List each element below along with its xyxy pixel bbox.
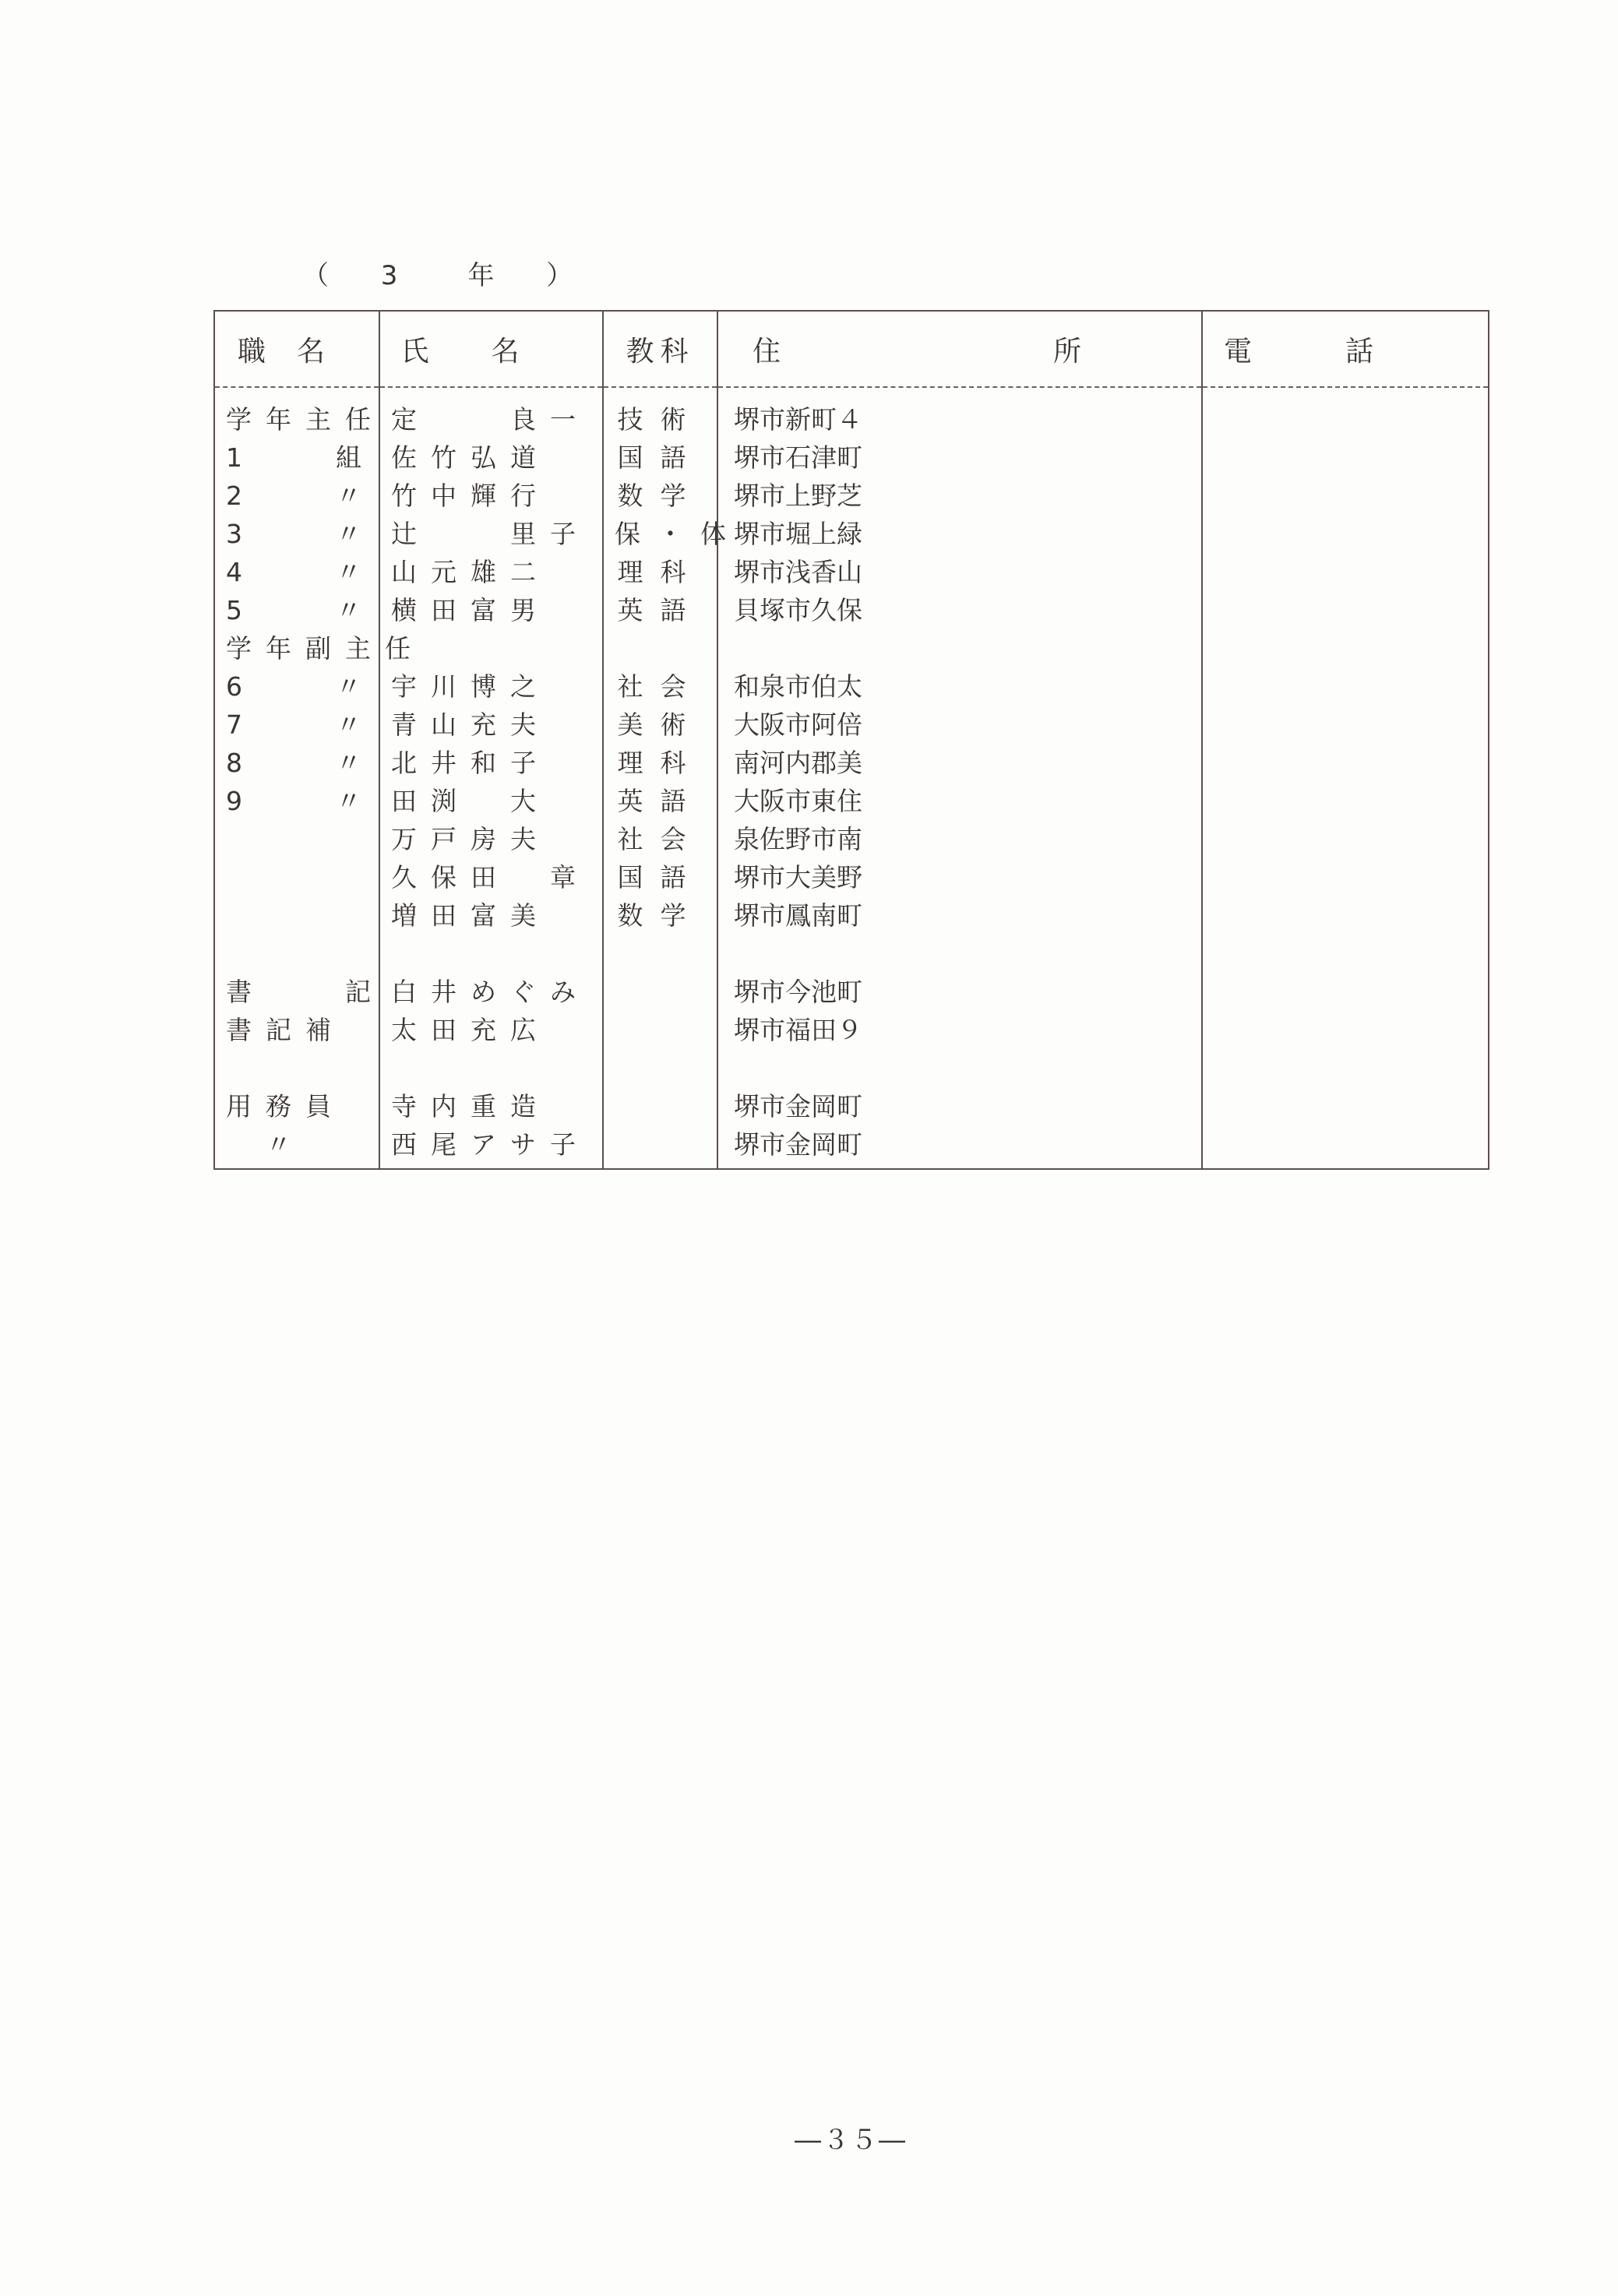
address-cell <box>717 820 1202 858</box>
role-cell <box>214 973 385 1011</box>
role-cell <box>214 477 379 515</box>
phone-cell <box>1202 706 1489 744</box>
page-number: ―３５― <box>795 2125 907 2156</box>
table-row <box>214 629 1489 667</box>
subject-cell <box>603 820 717 858</box>
subject-cell <box>603 706 717 744</box>
role-text: 学年副主任 <box>226 633 425 664</box>
role-text: 2 〃 <box>226 481 375 511</box>
phone-cell <box>1202 896 1489 935</box>
table-spacer-row <box>214 1049 1489 1087</box>
role-cell <box>214 591 379 629</box>
table-row <box>214 400 1489 438</box>
table-row <box>214 515 1489 553</box>
phone-cell <box>1202 935 1489 973</box>
name-text: 北井和子 <box>391 748 550 778</box>
name-text: 定 良一 <box>391 404 590 435</box>
role-cell <box>214 1049 379 1087</box>
address-text: 堺市大美野 <box>734 862 862 893</box>
name-text: 増田富美 <box>391 900 550 931</box>
header-phone: 電話 <box>1202 311 1489 387</box>
role-cell <box>214 706 379 744</box>
address-text: 堺市堀上緑 <box>734 519 862 549</box>
table-row <box>214 858 1489 896</box>
subject-cell <box>603 935 717 973</box>
subject-cell <box>603 782 717 820</box>
table-row <box>214 438 1489 477</box>
role-cell <box>214 667 379 706</box>
address-text: 和泉市伯太 <box>734 671 862 702</box>
header-subject: 教科 <box>603 311 717 387</box>
phone-cell <box>1202 858 1489 896</box>
subject-text: 数学 <box>617 900 703 931</box>
role-text: 5 〃 <box>226 595 375 625</box>
address-cell <box>717 706 1202 744</box>
subject-cell <box>603 1011 717 1049</box>
subject-cell <box>603 629 717 667</box>
address-text: 堺市浅香山 <box>734 557 862 587</box>
address-cell <box>717 438 1202 477</box>
name-text: 竹中輝行 <box>391 481 550 511</box>
subject-cell <box>603 515 743 553</box>
phone-cell <box>1202 1125 1489 1164</box>
name-cell <box>379 1011 603 1049</box>
phone-cell <box>1202 477 1489 515</box>
phone-cell <box>1202 515 1489 553</box>
address-text: 堺市金岡町 <box>734 1129 862 1160</box>
subject-text: 英語 <box>617 786 703 816</box>
role-cell <box>214 1011 379 1049</box>
address-text: 堺市石津町 <box>734 442 862 473</box>
name-cell <box>379 477 603 515</box>
address-cell <box>717 1011 1202 1049</box>
role-text: 3 〃 <box>226 519 375 549</box>
name-cell <box>379 744 603 782</box>
address-text: 大阪市阿倍 <box>734 710 862 740</box>
address-text: 貝塚市久保 <box>734 595 862 625</box>
subject-cell <box>603 667 717 706</box>
role-cell <box>214 553 379 591</box>
name-cell <box>379 858 603 896</box>
name-cell <box>379 973 603 1011</box>
name-cell <box>379 896 603 935</box>
role-cell <box>214 820 379 858</box>
name-cell <box>379 438 603 477</box>
role-text: 学年主任 <box>226 404 385 435</box>
name-cell <box>379 667 603 706</box>
subject-cell <box>603 591 717 629</box>
role-text: 7 〃 <box>226 710 375 740</box>
subject-text: 理科 <box>617 557 703 587</box>
table-header-row <box>214 311 1489 387</box>
address-cell <box>717 744 1202 782</box>
phone-cell <box>1202 667 1489 706</box>
role-cell <box>214 744 379 782</box>
address-text: 大阪市東住 <box>734 786 862 816</box>
table-filler-row <box>214 1164 1489 1169</box>
name-text: 寺内重造 <box>391 1091 550 1122</box>
address-cell <box>717 1125 1202 1164</box>
address-cell <box>717 1087 1202 1125</box>
address-text: 堺市鳳南町 <box>734 900 862 931</box>
subject-cell <box>603 896 717 935</box>
role-cell <box>214 400 385 438</box>
phone-cell <box>1202 553 1489 591</box>
address-cell <box>717 591 1202 629</box>
role-cell <box>214 515 379 553</box>
address-text: 南河内郡美 <box>734 748 862 778</box>
subject-text: 社会 <box>617 671 703 702</box>
address-cell <box>717 935 1202 973</box>
table-row <box>214 896 1489 935</box>
address-cell <box>717 973 1202 1011</box>
table-spacer-row <box>214 935 1489 973</box>
role-cell <box>214 1125 379 1164</box>
address-text: 堺市今池町 <box>734 977 862 1007</box>
role-text: 〃 <box>226 1129 305 1160</box>
role-cell <box>214 629 425 667</box>
name-text: 万戸房夫 <box>391 824 550 854</box>
address-cell <box>717 782 1202 820</box>
role-cell <box>214 935 379 973</box>
subject-cell <box>603 858 717 896</box>
table-row <box>214 782 1489 820</box>
header-role: 職名 <box>214 311 379 387</box>
name-text: 佐竹弘道 <box>391 442 550 473</box>
phone-cell <box>1202 782 1489 820</box>
name-text: 久保田 章 <box>391 862 590 893</box>
address-cell <box>717 400 1202 438</box>
role-text: 9 〃 <box>226 786 375 816</box>
phone-cell <box>1202 744 1489 782</box>
name-cell <box>379 553 603 591</box>
table-row <box>214 973 1489 1011</box>
header-address <box>717 311 1202 387</box>
name-text: 田渕 大 <box>391 786 550 816</box>
name-text: 辻 里子 <box>391 519 590 549</box>
table-row <box>214 1087 1489 1125</box>
table-row <box>214 1011 1489 1049</box>
phone-cell <box>1202 820 1489 858</box>
address-cell <box>717 477 1202 515</box>
name-cell <box>379 935 603 973</box>
subject-cell <box>603 1049 717 1087</box>
phone-cell <box>1202 629 1489 667</box>
name-text: 西尾アサ子 <box>391 1129 590 1160</box>
table-row <box>214 553 1489 591</box>
name-cell <box>379 400 603 438</box>
table-row <box>214 1125 1489 1164</box>
table-row <box>214 706 1489 744</box>
grade-heading: （ 3 年 ） <box>302 260 595 291</box>
role-cell <box>214 438 379 477</box>
role-text: 4 〃 <box>226 557 375 587</box>
table-body <box>214 387 1489 1169</box>
subject-text: 英語 <box>617 595 703 625</box>
role-cell <box>214 782 379 820</box>
table-row <box>214 591 1489 629</box>
address-cell <box>717 515 1202 553</box>
phone-cell <box>1202 1049 1489 1087</box>
role-text: 用務員 <box>226 1091 345 1122</box>
subject-cell <box>603 400 717 438</box>
phone-cell <box>1202 1087 1489 1125</box>
table-row <box>214 477 1489 515</box>
subject-text: 理科 <box>617 748 703 778</box>
role-text: 1 組 <box>226 442 375 473</box>
phone-cell <box>1202 438 1489 477</box>
table-row <box>214 820 1489 858</box>
subject-cell <box>603 477 717 515</box>
phone-cell <box>1202 1011 1489 1049</box>
name-text: 太田充広 <box>391 1015 550 1045</box>
phone-cell <box>1202 400 1489 438</box>
address-cell <box>717 667 1202 706</box>
address-cell <box>717 896 1202 935</box>
subject-text: 社会 <box>617 824 703 854</box>
address-text: 堺市金岡町 <box>734 1091 862 1122</box>
subject-text: 保・体 <box>615 519 743 549</box>
subject-text: 美術 <box>617 710 703 740</box>
name-cell <box>379 820 603 858</box>
subject-text: 技術 <box>617 404 703 435</box>
table-row <box>214 667 1489 706</box>
role-text: 6 〃 <box>226 671 375 702</box>
name-cell <box>379 1087 603 1125</box>
table-row <box>214 744 1489 782</box>
name-cell <box>379 591 603 629</box>
role-text: 書 記 <box>226 977 385 1007</box>
subject-cell <box>603 1125 717 1164</box>
subject-text: 国語 <box>617 442 703 473</box>
name-text: 宇川博之 <box>391 671 550 702</box>
name-text: 青山充夫 <box>391 710 550 740</box>
address-text: 堺市福田９ <box>734 1015 862 1045</box>
header-address-1: 住 <box>753 335 781 368</box>
role-cell <box>214 896 379 935</box>
subject-text: 数学 <box>617 481 703 511</box>
address-cell <box>717 858 1202 896</box>
subject-cell <box>603 1087 717 1125</box>
name-cell <box>379 706 603 744</box>
header-address-2: 所 <box>1053 335 1082 368</box>
name-text: 横田富男 <box>391 595 550 625</box>
role-text: 8 〃 <box>226 748 375 778</box>
name-text: 山元雄二 <box>391 557 550 587</box>
subject-cell <box>603 744 717 782</box>
address-text: 泉佐野市南 <box>734 824 862 854</box>
subject-cell <box>603 438 717 477</box>
name-cell <box>379 515 603 553</box>
address-text: 堺市新町４ <box>734 404 862 435</box>
name-cell <box>379 1049 603 1087</box>
header-name: 氏名 <box>379 311 603 387</box>
role-cell <box>214 858 379 896</box>
role-cell <box>214 1087 379 1125</box>
table-pad-row <box>214 387 1489 400</box>
phone-cell <box>1202 973 1489 1011</box>
address-cell <box>717 629 1202 667</box>
name-cell <box>379 1125 603 1164</box>
address-text: 堺市上野芝 <box>734 481 862 511</box>
name-cell <box>379 782 603 820</box>
subject-cell <box>603 553 717 591</box>
subject-cell <box>603 973 717 1011</box>
staff-roster-table <box>213 310 1489 1170</box>
address-cell <box>717 1049 1202 1087</box>
role-text: 書記補 <box>226 1015 345 1045</box>
subject-text: 国語 <box>617 862 703 893</box>
name-text: 白井めぐみ <box>391 977 590 1007</box>
address-cell <box>717 553 1202 591</box>
phone-cell <box>1202 591 1489 629</box>
